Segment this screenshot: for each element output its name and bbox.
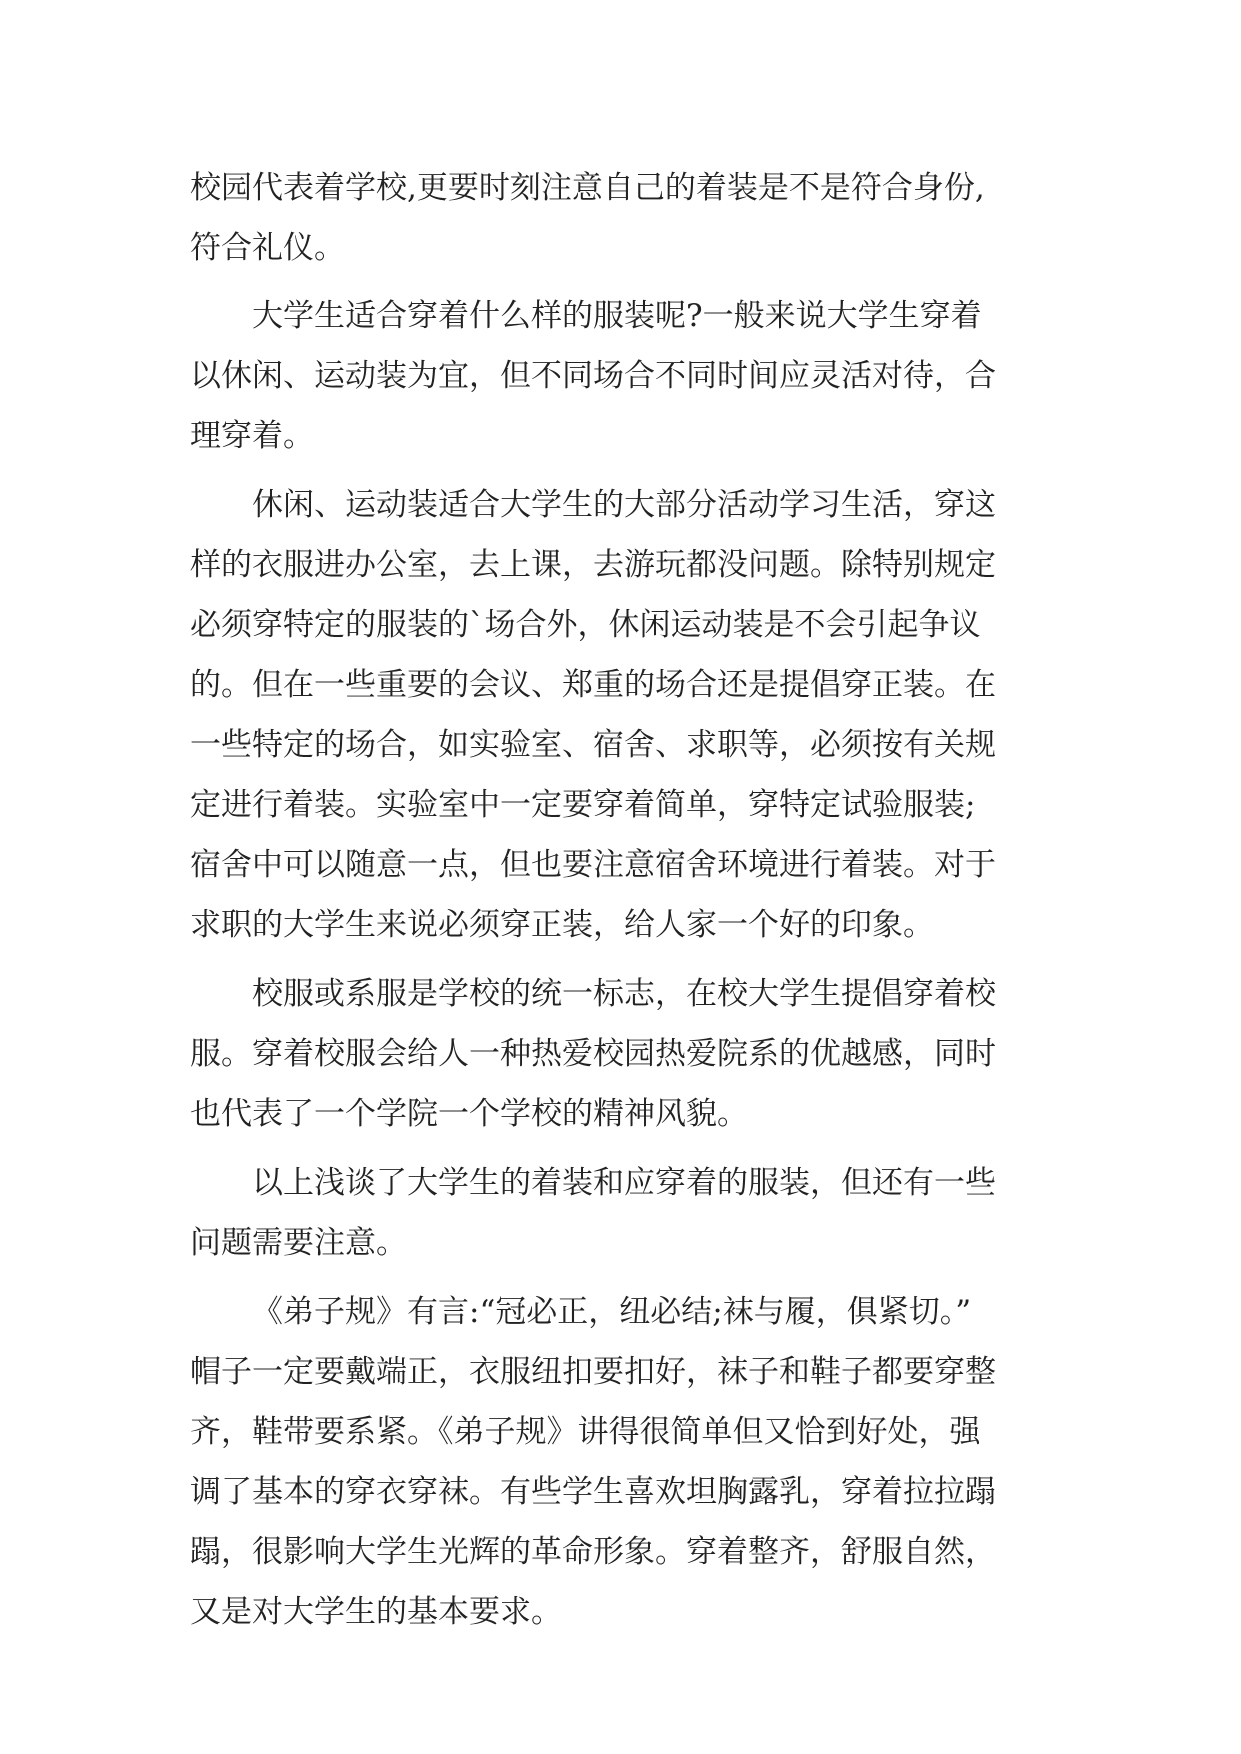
text-line: 的。但在一些重要的会议、郑重的场合还是提倡穿正装。在 [190, 667, 996, 703]
text-line: 以休闲、运动装为宜，但不同场合不同时间应灵活对待，合 [190, 358, 996, 394]
text-line: 样的衣服进办公室，去上课，去游玩都没问题。除特别规定 [190, 547, 996, 583]
text-line: 又是对大学生的基本要求。 [190, 1594, 562, 1630]
paragraph-start-line: 休闲、运动装适合大学生的大部分活动学习生活，穿这 [252, 487, 996, 523]
text-line: 帽子一定要戴端正，衣服纽扣要扣好，袜子和鞋子都要穿整 [190, 1354, 996, 1390]
text-line: 校园代表着学校,更要时刻注意自己的着装是不是符合身份, [190, 170, 985, 206]
text-line: 一些特定的场合，如实验室、宿舍、求职等，必须按有关规 [190, 727, 996, 763]
text-line: 必须穿特定的服装的`场合外，休闲运动装是不会引起争议 [190, 607, 981, 643]
paragraph-start-line: 大学生适合穿着什么样的服装呢?一般来说大学生穿着 [252, 298, 982, 334]
paragraph-start-line: 校服或系服是学校的统一标志，在校大学生提倡穿着校 [252, 976, 996, 1012]
text-line: 求职的大学生来说必须穿正装，给人家一个好的印象。 [190, 907, 934, 943]
text-line: 蹋，很影响大学生光辉的革命形象。穿着整齐，舒服自然， [190, 1534, 996, 1570]
text-line: 符合礼仪。 [190, 230, 345, 266]
paragraph-start-line: 《弟子规》有言:“冠必正，纽必结;袜与履，俱紧切。” [252, 1294, 972, 1330]
paragraph-start-line: 以上浅谈了大学生的着装和应穿着的服装，但还有一些 [252, 1165, 996, 1201]
text-line: 问题需要注意。 [190, 1225, 407, 1261]
text-line: 理穿着。 [190, 418, 314, 454]
text-line: 也代表了一个学院一个学校的精神风貌。 [190, 1096, 748, 1132]
text-line: 服。穿着校服会给人一种热爱校园热爱院系的优越感，同时 [190, 1036, 996, 1072]
text-line: 宿舍中可以随意一点，但也要注意宿舍环境进行着装。对于 [190, 847, 996, 883]
text-line: 调了基本的穿衣穿袜。有些学生喜欢坦胸露乳，穿着拉拉蹋 [190, 1474, 996, 1510]
text-line: 定进行着装。实验室中一定要穿着简单，穿特定试验服装; [190, 787, 976, 823]
text-line: 齐，鞋带要系紧。《弟子规》讲得很简单但又恰到好处，强 [190, 1414, 981, 1450]
